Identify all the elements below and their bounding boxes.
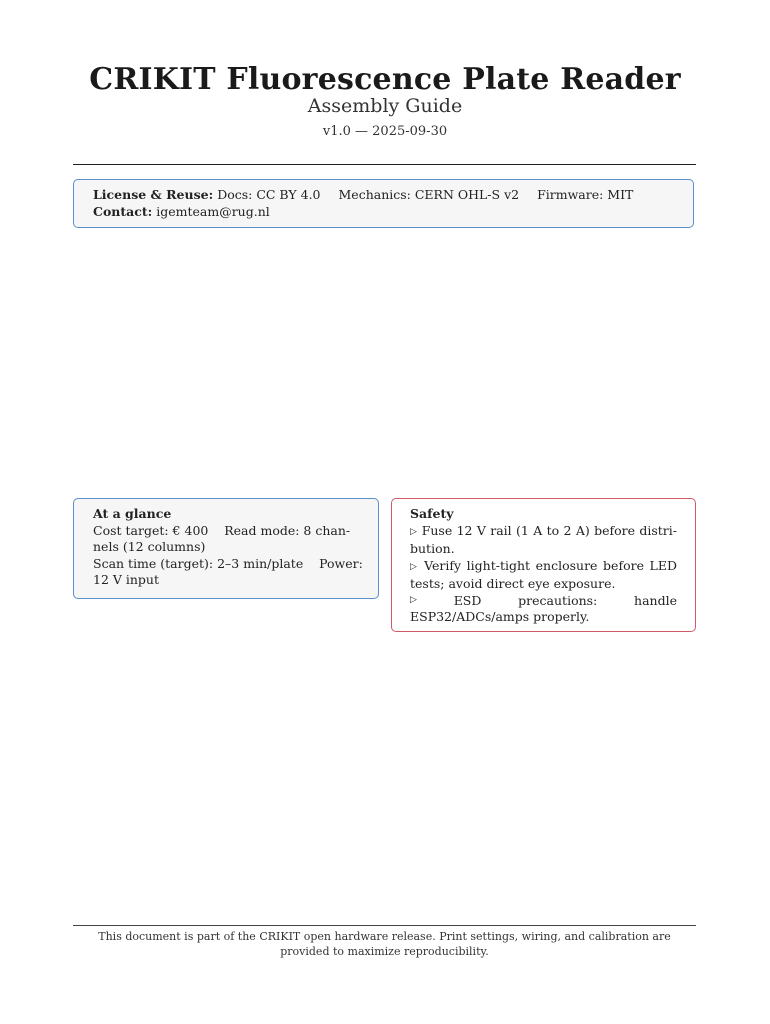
safety-item-fuse bbox=[410, 523, 677, 558]
safety-item-enclosure-text: Verify light-tight enclosure before LED tests; avoid direct eye exposure. bbox=[410, 557, 678, 591]
contact-email[interactable]: igemteam@rug.nl bbox=[156, 204, 270, 219]
contact-row bbox=[93, 203, 674, 220]
license-label: License & Reuse: bbox=[93, 187, 214, 202]
glance-title: At a glance bbox=[93, 506, 172, 521]
safety-item-enclosure bbox=[410, 558, 677, 593]
esd-word-2: precautions: bbox=[518, 592, 598, 608]
triangle-bullet-icon: ▷ bbox=[410, 594, 417, 605]
license-row bbox=[93, 186, 674, 203]
header-divider bbox=[73, 164, 696, 165]
safety-item-esd-cont: ESP32/ADCs/amps properly. bbox=[410, 609, 590, 624]
license-docs: Docs: CC BY 4.0 bbox=[217, 187, 321, 202]
safety-item-fuse-text: Fuse 12 V rail (1 A to 2 A) before distri-bution. bbox=[410, 522, 678, 556]
esd-word-1: ESD bbox=[453, 592, 482, 608]
document-title: CRIKIT Fluorescence Plate Reader bbox=[89, 62, 681, 97]
version-date: v1.0 — 2025-09-30 bbox=[322, 124, 448, 139]
license-mechanics: Mechanics: CERN OHL-S v2 bbox=[338, 187, 520, 202]
safety-title: Safety bbox=[410, 506, 454, 521]
esd-word-3: handle bbox=[634, 592, 677, 608]
glance-line-power: 12 V input bbox=[93, 572, 160, 587]
document-subtitle: Assembly Guide bbox=[307, 95, 463, 117]
triangle-bullet-icon: ▷ bbox=[410, 561, 419, 572]
safety-box bbox=[391, 498, 696, 632]
contact-label: Contact: bbox=[93, 204, 153, 219]
license-firmware: Firmware: MIT bbox=[537, 187, 634, 202]
license-box bbox=[73, 179, 694, 228]
at-a-glance-box bbox=[73, 498, 379, 599]
safety-item-esd bbox=[410, 593, 677, 610]
glance-line-cost: Cost target: € 400 Read mode: 8 chan- bbox=[93, 522, 351, 538]
triangle-bullet-icon: ▷ bbox=[410, 526, 418, 537]
footer-note: This document is part of the CRIKIT open hardware release. Print settings, wiring, and calibration are provided to maximize reproducibility. bbox=[98, 930, 671, 958]
glance-line-channels: nels (12 columns) bbox=[93, 539, 206, 554]
footer-divider bbox=[73, 925, 696, 926]
glance-line-scan: Scan time (target): 2–3 min/plate Power: bbox=[93, 555, 363, 571]
